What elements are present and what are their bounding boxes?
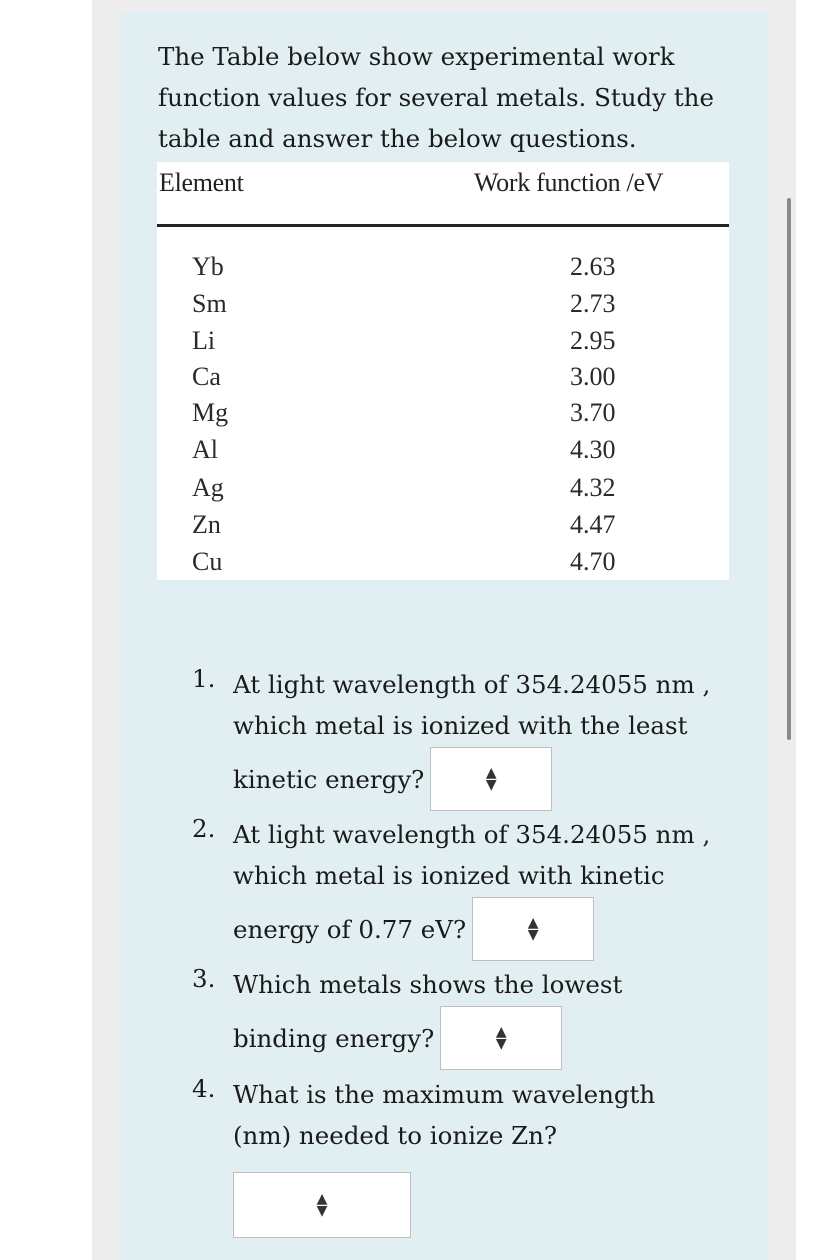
table-cell-element: Mg <box>192 398 229 427</box>
table-cell-element: Ag <box>192 473 224 502</box>
table-cell-value: 4.70 <box>570 547 616 576</box>
question-text-tail: kinetic energy? <box>233 764 425 794</box>
answer-select-4[interactable] <box>233 1172 411 1238</box>
table-cell-element: Al <box>192 435 218 464</box>
answer-select-3[interactable] <box>440 1006 562 1070</box>
table-cell-element: Ca <box>192 362 221 391</box>
table-row <box>157 326 729 362</box>
up-down-caret-icon: ▲ ▼ <box>527 915 539 943</box>
answer-select-2[interactable] <box>472 897 594 961</box>
question-number: 1. <box>192 664 216 693</box>
intro-text: The Table below show experimental work function values for several metals. Study the table and answer the below questions. <box>158 42 714 153</box>
table-header-element: Element <box>159 168 244 197</box>
question-number: 4. <box>192 1074 216 1103</box>
table-row <box>157 252 729 288</box>
table-cell-element: Cu <box>192 547 223 576</box>
table-cell-value: 3.70 <box>570 398 616 427</box>
question-3 <box>192 964 622 1070</box>
question-text-tail: energy of 0.77 eV? <box>233 914 467 944</box>
table-row <box>157 547 729 583</box>
table-cell-value: 2.73 <box>570 289 616 318</box>
table-cell-value: 4.32 <box>570 473 616 502</box>
question-text: At light wavelength of 354.24055 nm , which metal is ionized with kinetic <box>233 820 711 890</box>
question-text-tail: binding energy? <box>233 1023 435 1053</box>
table-row <box>157 289 729 325</box>
table-row <box>157 398 729 434</box>
question-number: 3. <box>192 964 216 993</box>
table-cell-element: Sm <box>192 289 227 318</box>
question-text: At light wavelength of 354.24055 nm , which metal is ionized with the least <box>233 670 711 740</box>
up-down-caret-icon: ▲ ▼ <box>495 1024 507 1052</box>
question-text: What is the maximum wavelength (nm) needed to ionize Zn? <box>233 1080 656 1150</box>
question-4 <box>192 1074 703 1238</box>
question-1 <box>192 664 733 811</box>
table-cell-value: 4.47 <box>570 510 616 539</box>
table-cell-value: 4.30 <box>570 435 616 464</box>
table-row <box>157 435 729 471</box>
table-header-rule <box>157 224 729 227</box>
table-cell-element: Li <box>192 326 216 355</box>
question-number: 2. <box>192 814 216 843</box>
table-row <box>157 473 729 509</box>
table-header-work-function: Work function /eV <box>474 168 664 197</box>
answer-select-1[interactable] <box>430 747 552 811</box>
table-cell-value: 3.00 <box>570 362 616 391</box>
up-down-caret-icon: ▲ ▼ <box>485 765 497 793</box>
table-cell-value: 2.95 <box>570 326 616 355</box>
work-function-table <box>157 162 729 580</box>
table-row <box>157 362 729 398</box>
up-down-caret-icon: ▲ ▼ <box>316 1191 328 1219</box>
scrollbar[interactable] <box>787 198 791 740</box>
table-cell-element: Yb <box>192 252 224 281</box>
table-row <box>157 510 729 546</box>
question-text: Which metals shows the lowest <box>233 970 623 999</box>
table-cell-element: Zn <box>192 510 221 539</box>
question-2 <box>192 814 713 961</box>
table-cell-value: 2.63 <box>570 252 616 281</box>
left-margin <box>0 0 92 1260</box>
